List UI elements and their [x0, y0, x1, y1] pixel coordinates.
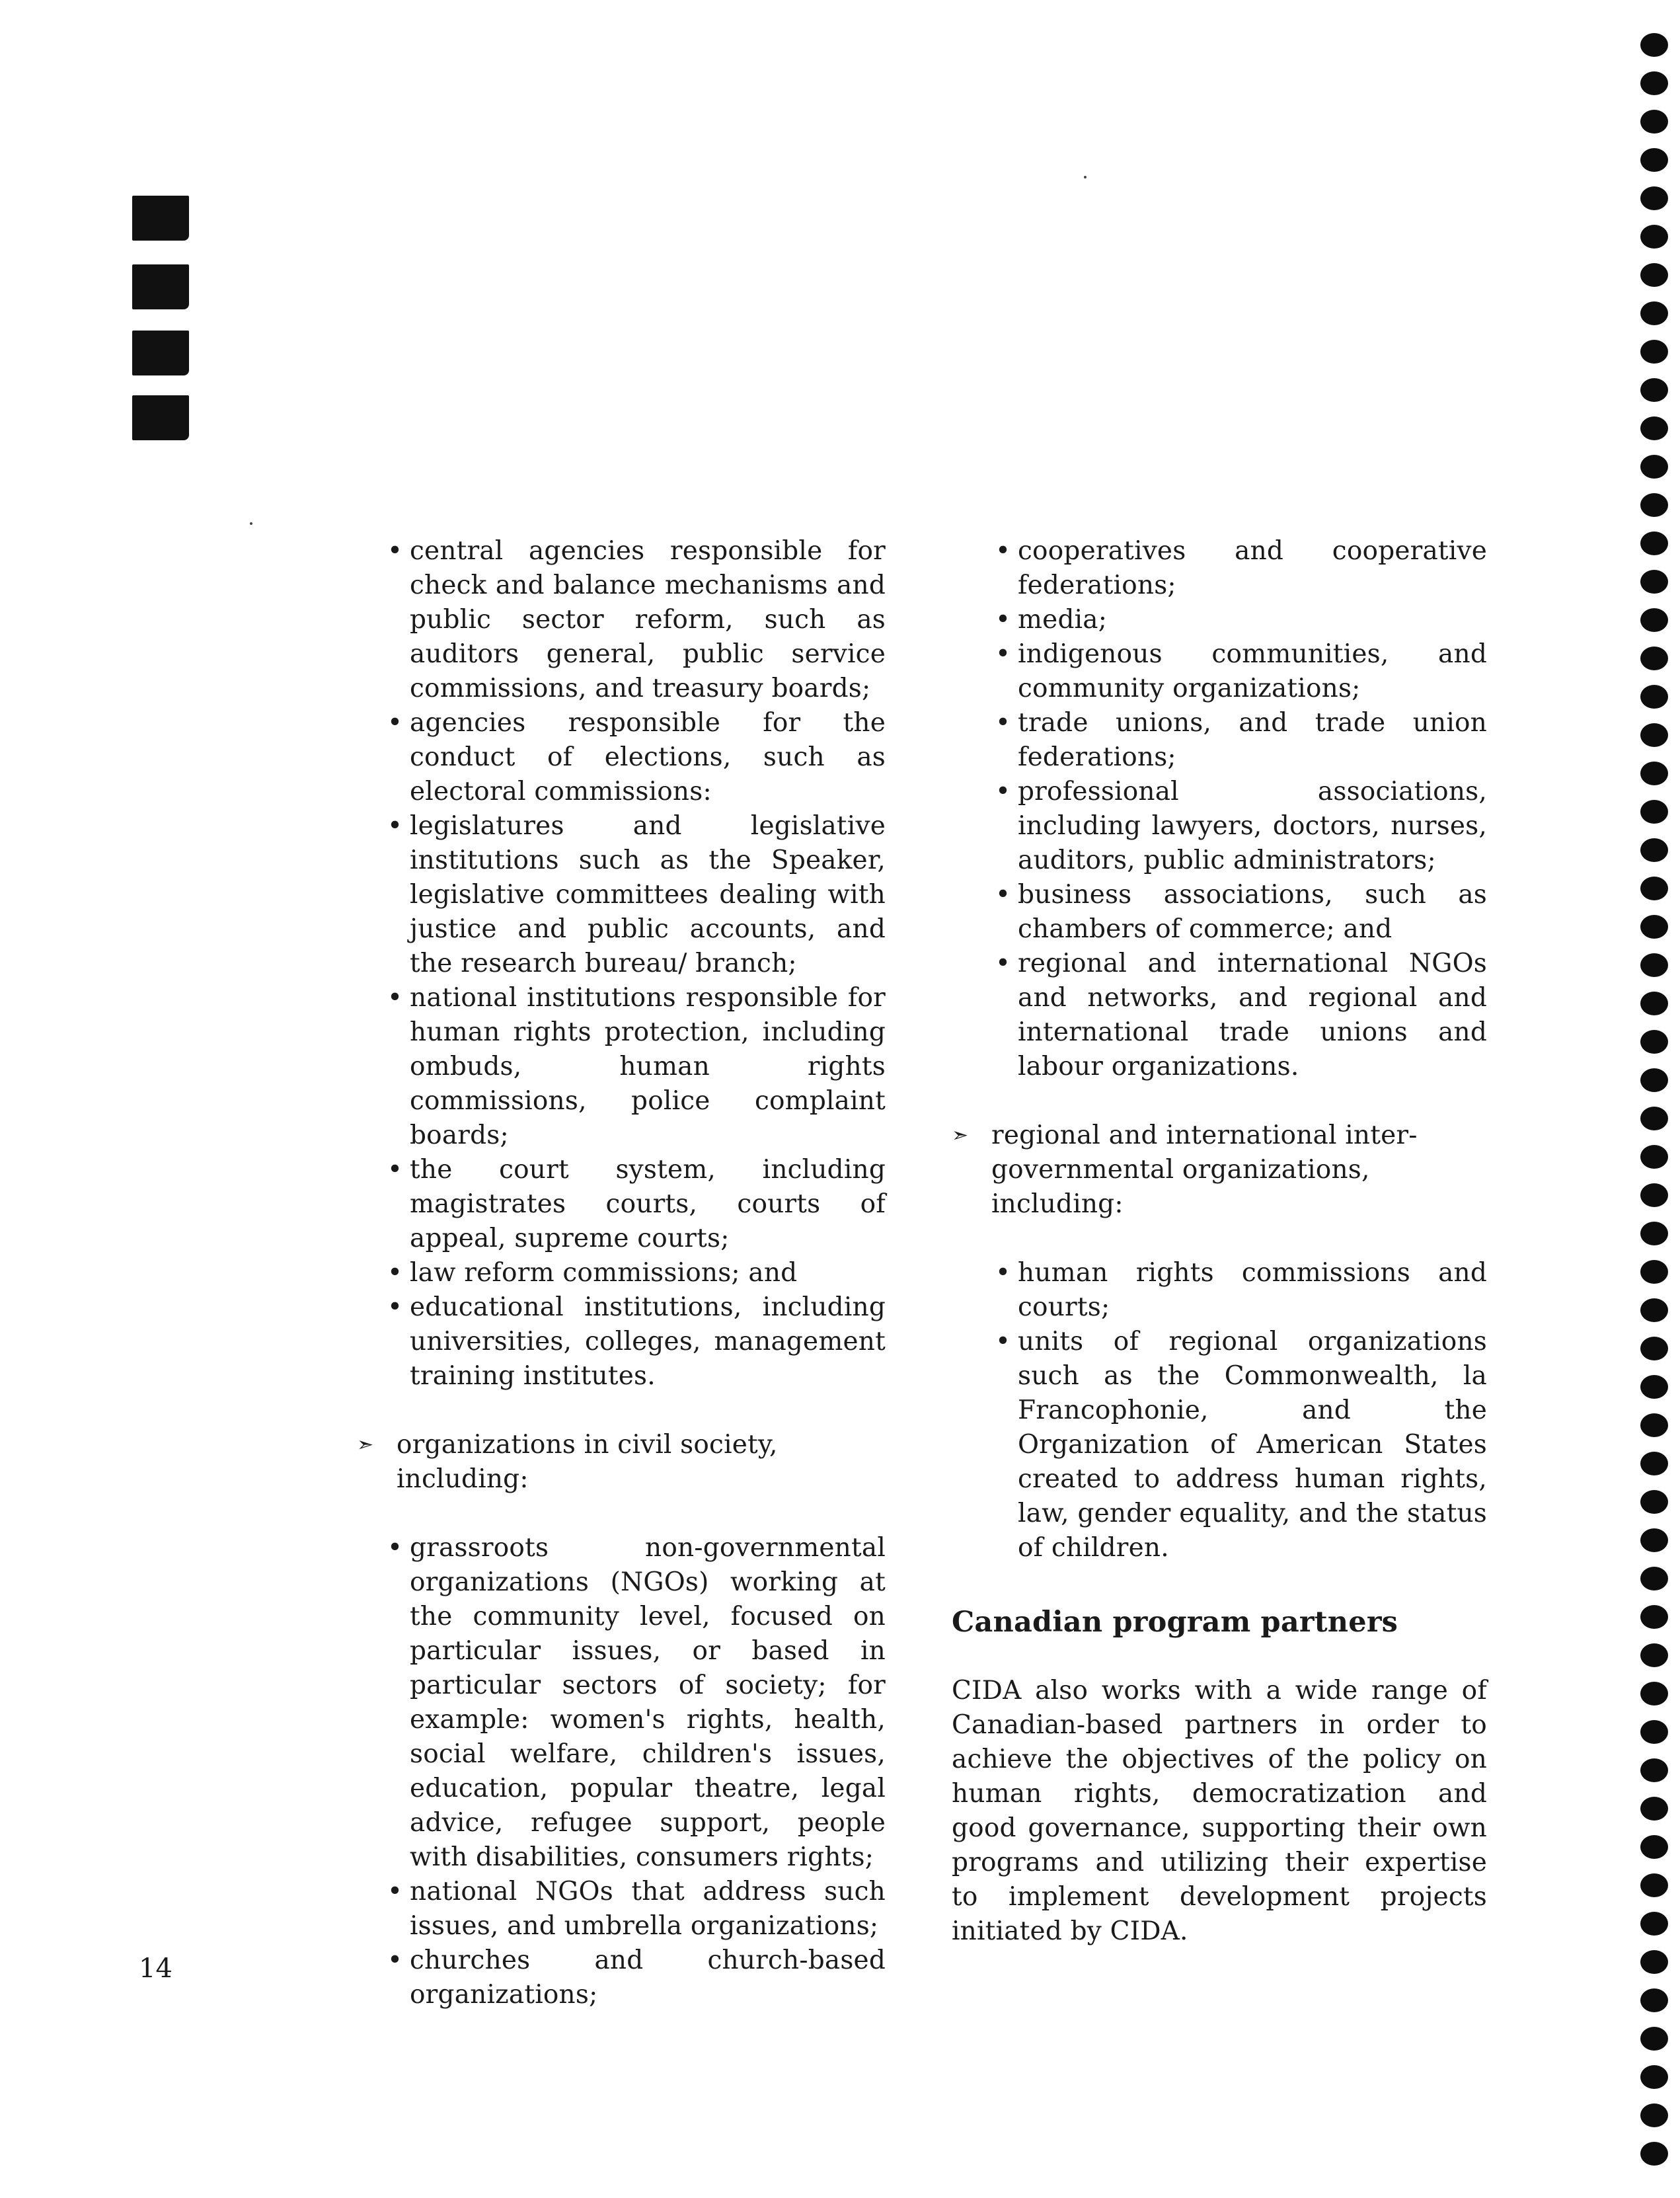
binding-hole [1640, 2142, 1668, 2166]
right-bullet-list-top [952, 534, 1487, 1084]
tab-mark [132, 264, 189, 309]
binding-hole [1640, 992, 1668, 1015]
binding-hole [1640, 340, 1668, 364]
tab-mark [132, 331, 189, 375]
binding-hole [1640, 110, 1668, 134]
binding-hole [1640, 1490, 1668, 1514]
binding-hole [1640, 1567, 1668, 1590]
binding-hole [1640, 1758, 1668, 1782]
list-item: • the court system, including magistrates courts, courts of appeal, supreme courts; [410, 1153, 886, 1256]
list-item: • media; [1018, 603, 1487, 637]
binding-hole [1640, 2065, 1668, 2089]
binding-hole [1640, 685, 1668, 709]
binding-hole [1640, 1030, 1668, 1054]
binding-hole [1640, 1413, 1668, 1437]
page-number: 14 [139, 1953, 172, 1984]
list-item: • legislatures and legislative institutions such as the Speaker, legislative committees dealing with justice and public accounts, and the research bureau/ branch; [410, 809, 886, 981]
binding-hole [1640, 838, 1668, 862]
arrow-item-text: regional and international inter-governmental organizations, including: [991, 1120, 1418, 1219]
list-item: • churches and church-based organizations; [410, 1943, 886, 2012]
binding-hole [1640, 762, 1668, 785]
left-bullet-list-top [357, 534, 886, 1393]
list-item: • units of regional organizations such as the Commonwealth, la Francophonie, and the Organization of American States created to address human rights, law, gender equality, and the status of children. [1018, 1325, 1487, 1565]
binding-hole [1640, 1183, 1668, 1207]
arrow-item-text: organizations in civil society, including: [397, 1430, 778, 1494]
arrow-bullet-icon: ➣ [357, 1433, 374, 1456]
binding-holes [1640, 33, 1671, 2181]
binding-hole [1640, 1298, 1668, 1322]
binding-hole [1640, 1337, 1668, 1360]
left-bullet-list-bottom [357, 1531, 886, 2012]
binding-hole [1640, 455, 1668, 479]
binding-hole [1640, 225, 1668, 249]
binding-hole [1640, 1797, 1668, 1821]
arrow-list-item [952, 1119, 1487, 1222]
binding-hole [1640, 531, 1668, 555]
section-heading: Canadian program partners [952, 1606, 1398, 1639]
binding-hole [1640, 1452, 1668, 1475]
list-item: • professional associations, including lawyers, doctors, nurses, auditors, public administrators; [1018, 775, 1487, 878]
binding-hole [1640, 647, 1668, 670]
list-item: • human rights commissions and courts; [1018, 1256, 1487, 1325]
list-item: • cooperatives and cooperative federations; [1018, 534, 1487, 603]
list-item: • law reform commissions; and [410, 1256, 886, 1290]
binding-hole [1640, 378, 1668, 402]
binding-hole [1640, 1107, 1668, 1130]
list-item: • central agencies responsible for check and balance mechanisms and public sector reform, such as auditors general, public service commissions, and treasury boards; [410, 534, 886, 706]
binding-hole [1640, 1145, 1668, 1169]
binding-hole [1640, 1260, 1668, 1284]
binding-hole [1640, 1835, 1668, 1859]
right-bullet-list-bottom [952, 1256, 1487, 1565]
list-item: • grassroots non-governmental organizations (NGOs) working at the community level, focused on particular issues, or based in particular sectors of society; for example: women's rights, health, social welfare, children's issues, education, popular theatre, legal advice, refugee support, people with disabilities, consumers rights; [410, 1531, 886, 1875]
binding-hole [1640, 2103, 1668, 2127]
list-item: • educational institutions, including universities, colleges, management training institutes. [410, 1290, 886, 1393]
tab-mark [132, 395, 189, 440]
list-item: • agencies responsible for the conduct of elections, such as electoral commissions: [410, 706, 886, 809]
binding-hole [1640, 148, 1668, 172]
binding-hole [1640, 915, 1668, 939]
tab-mark [132, 196, 189, 241]
list-item: • trade unions, and trade union federations; [1018, 706, 1487, 775]
binding-hole [1640, 416, 1668, 440]
binding-hole [1640, 1222, 1668, 1245]
binding-hole [1640, 1068, 1668, 1092]
binding-hole [1640, 33, 1668, 57]
binding-hole [1640, 2027, 1668, 2051]
binding-hole [1640, 71, 1668, 95]
right-column [952, 534, 1487, 1949]
binding-hole [1640, 1605, 1668, 1629]
binding-hole [1640, 301, 1668, 325]
binding-hole [1640, 800, 1668, 824]
body-paragraph: CIDA also works with a wide range of Canadian-based partners in order to achieve the objectives of the policy on human rights, democratization and good governance, supporting their own programs and utilizing their expertise to implement development projects initiated by CIDA. [952, 1676, 1487, 1946]
binding-hole [1640, 1643, 1668, 1667]
binding-hole [1640, 608, 1668, 632]
list-item: • indigenous communities, and community organizations; [1018, 637, 1487, 706]
list-item: • business associations, such as chambers of commerce; and [1018, 878, 1487, 947]
binding-hole [1640, 1950, 1668, 1974]
binding-hole [1640, 263, 1668, 287]
binding-hole [1640, 1528, 1668, 1552]
binding-hole [1640, 1720, 1668, 1744]
binding-hole [1640, 877, 1668, 900]
binding-hole [1640, 493, 1668, 517]
scan-speck [1084, 176, 1087, 178]
binding-hole [1640, 570, 1668, 594]
list-item: • national institutions responsible for human rights protection, including ombuds, human rights commissions, police complaint boards; [410, 981, 886, 1153]
list-item: • national NGOs that address such issues, and umbrella organizations; [410, 1875, 886, 1943]
binding-hole [1640, 186, 1668, 210]
binding-hole [1640, 723, 1668, 747]
list-item: • regional and international NGOs and networks, and regional and international trade unions and labour organizations. [1018, 947, 1487, 1084]
arrow-bullet-icon: ➣ [952, 1124, 969, 1147]
binding-hole [1640, 1375, 1668, 1399]
arrow-list-item [357, 1428, 886, 1497]
binding-hole [1640, 1988, 1668, 2012]
binding-hole [1640, 953, 1668, 977]
binding-hole [1640, 1912, 1668, 1936]
binding-hole [1640, 1873, 1668, 1897]
left-column [357, 534, 886, 2012]
scan-speck [250, 522, 252, 525]
binding-hole [1640, 1682, 1668, 1706]
